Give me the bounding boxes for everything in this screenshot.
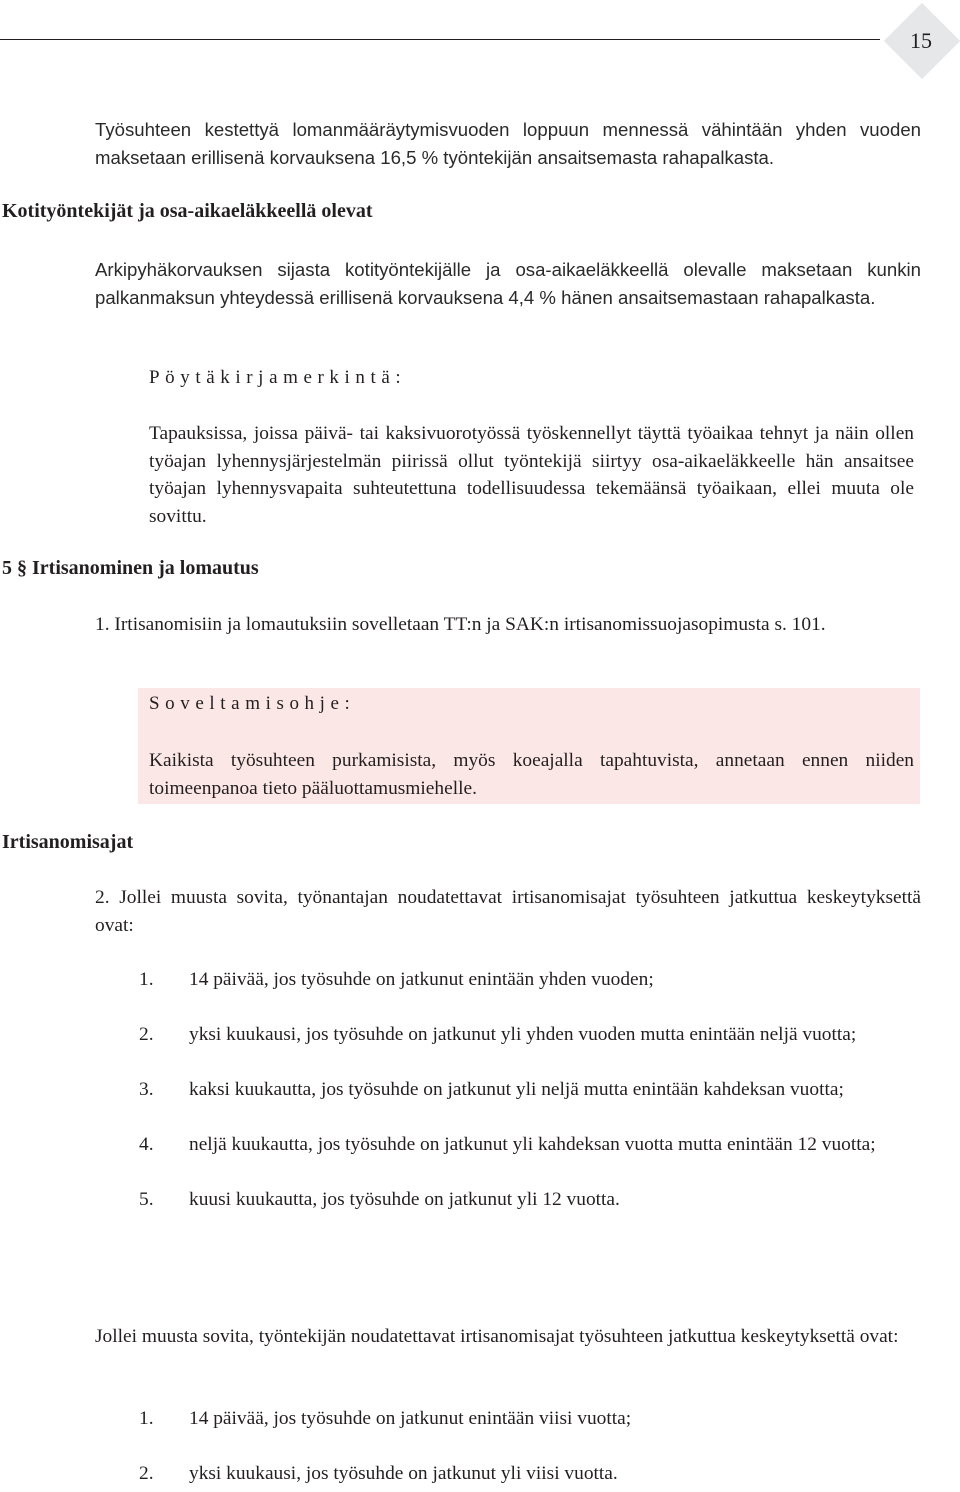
list-item-text: kaksi kuukautta, jos työsuhde on jatkunut yli neljä mutta enintään kahdeksan vuotta; (189, 1079, 844, 1100)
page-number-badge (885, 2, 960, 80)
employee-notice-intro-text: Jollei muusta sovita, työntekijän noudatettavat irtisanomisajat työsuhteen jatkuttua keskeytyksettä ovat: (95, 1326, 899, 1347)
homeworkers-text: Arkipyhäkorvauksen sijasta kotityöntekijälle ja osa-aikaeläkkeellä olevalle maksetaan kunkin palkanmaksun yhteydessä erillisenä korvauksena 4,4 % hänen ansaitsemastaan rahapalkasta. (95, 259, 921, 308)
application-note-text: Kaikista työsuhteen purkamisista, myös koeajalla tapahtuvista, annetaan ennen niiden toimeenpanoa tieto pääluottamusmiehelle. (149, 750, 914, 799)
list-item-text: yksi kuukausi, jos työsuhde on jatkunut yli viisi vuotta. (189, 1463, 618, 1484)
list-item-text: yksi kuukausi, jos työsuhde on jatkunut yli yhden vuoden mutta enintään neljä vuotta; (189, 1024, 857, 1045)
header-rule (0, 39, 880, 40)
list-item (139, 1186, 921, 1214)
notice-periods-side-heading: Irtisanomisajat (2, 831, 134, 853)
list-item-text: neljä kuukautta, jos työsuhde on jatkunut yli kahdeksan vuotta mutta enintään 12 vuotta; (189, 1134, 876, 1155)
list-item-text: 14 päivää, jos työsuhde on jatkunut enintään viisi vuotta; (189, 1408, 632, 1429)
application-note-paragraph (149, 747, 914, 802)
protocol-note-text: Tapauksissa, joissa päivä- tai kaksivuorotyössä työskennellyt täyttä työaikaa tehnyt ja näin ollen työajan lyhennysjärjestelmän piirissä ollut työntekijä siirtyy osa-aikaeläkkeelle hän ansaitsee työajan lyhennysvapaita suhteutettuna todellisuudessa tekemäänsä työaikaan, ellei muuta ole sovittu. (149, 423, 914, 527)
list-item-text: 14 päivää, jos työsuhde on jatkunut enintään yhden vuoden; (189, 969, 654, 990)
list-item (139, 1405, 921, 1433)
list-item (139, 1021, 921, 1049)
intro-paragraph (95, 116, 921, 171)
list-item-text: kuusi kuukautta, jos työsuhde on jatkunut yli 12 vuotta. (189, 1189, 620, 1210)
employee-notice-list (139, 1405, 921, 1488)
list-item (139, 966, 921, 994)
employer-notice-intro-text: 2. Jollei muusta sovita, työnantajan noudatettavat irtisanomisajat työsuhteen jatkuttua keskeytyksettä ovat: (95, 887, 921, 936)
employer-notice-list (139, 966, 921, 1214)
list-item (139, 1131, 921, 1159)
protocol-note-paragraph (149, 420, 914, 530)
intro-text: Työsuhteen kestettyä lomanmääräytymisvuoden loppuun mennessä vähintään yhden vuoden maksetaan erillisenä korvauksena 16,5 % työntekijän ansaitsemasta rahapalkasta. (95, 119, 921, 168)
section-5-heading: 5 § Irtisanominen ja lomautus (2, 557, 259, 579)
list-item (139, 1076, 921, 1104)
homeworkers-heading: Kotityöntekijät ja osa-aikaeläkkeellä olevat (2, 200, 373, 222)
section-5-text: 1. Irtisanomisiin ja lomautuksiin sovelletaan TT:n ja SAK:n irtisanomissuojasopimusta s. 101. (95, 614, 826, 635)
list-item-number: 4. (139, 1134, 154, 1155)
application-note-label: Soveltamisohje: (149, 693, 356, 714)
list-item-number: 2. (139, 1463, 154, 1484)
list-item-number: 1. (139, 969, 154, 990)
page-number: 15 (910, 28, 932, 53)
list-item (139, 1460, 921, 1488)
list-item-number: 5. (139, 1189, 154, 1210)
employer-notice-intro (95, 884, 921, 939)
list-item-number: 1. (139, 1408, 154, 1429)
employee-notice-intro (95, 1323, 921, 1351)
protocol-note-label: Pöytäkirjamerkintä: (149, 367, 407, 388)
homeworkers-paragraph (95, 256, 921, 311)
list-item-number: 2. (139, 1024, 154, 1045)
section-5-paragraph (95, 611, 921, 639)
list-item-number: 3. (139, 1079, 154, 1100)
